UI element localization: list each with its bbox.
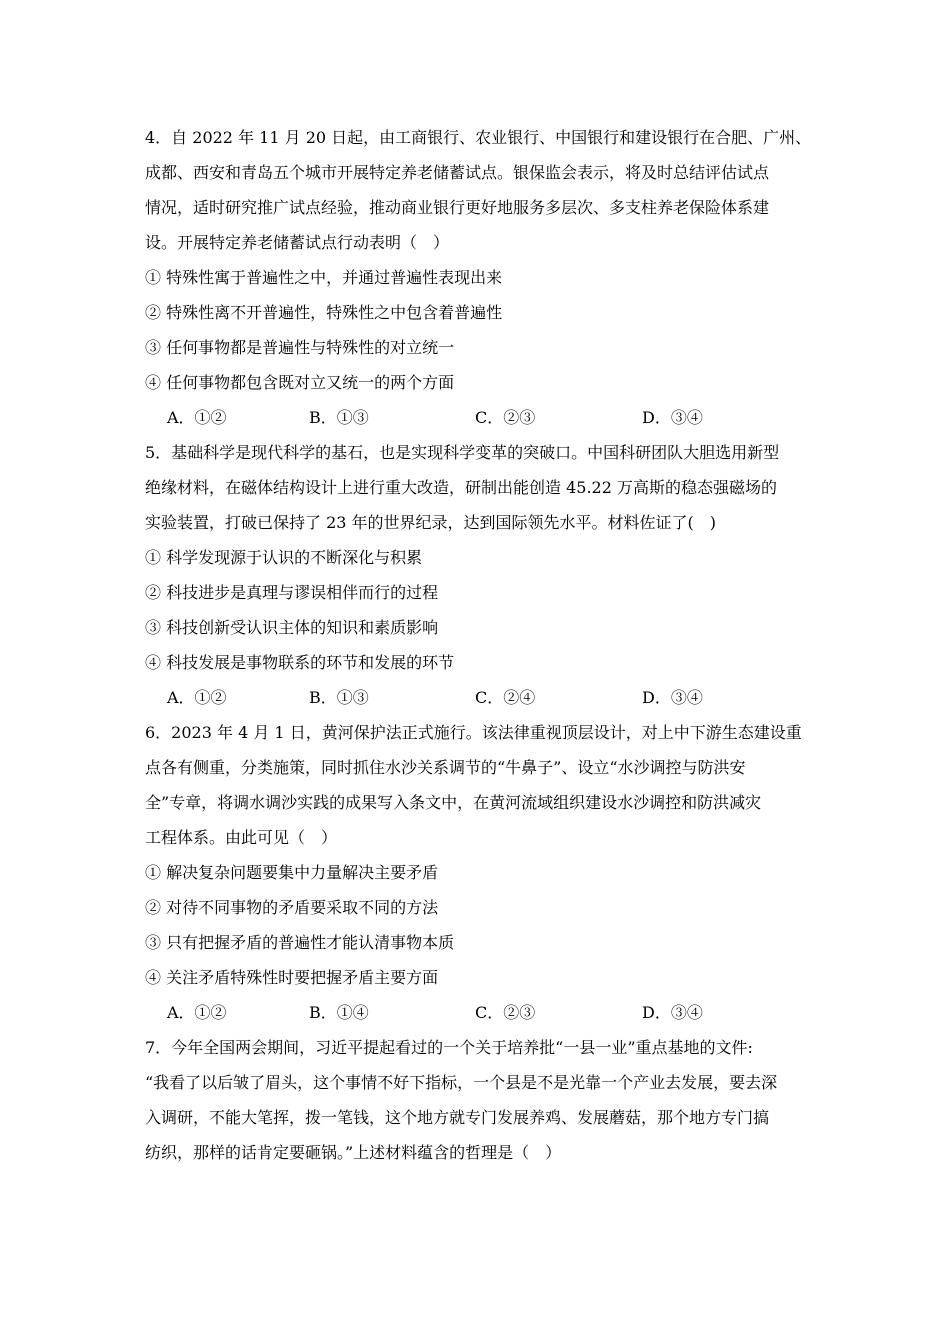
question-stem-line: 情况，适时研究推广试点经验，推动商业银行更好地服务多层次、多支柱养老保险体系建: [145, 198, 770, 217]
statement-4: ④ 科技发展是事物联系的环节和发展的环节: [145, 653, 455, 672]
option-c[interactable]: C．②③: [475, 1003, 536, 1022]
question-4: [145, 120, 810, 435]
statement-2: ② 科技进步是真理与谬误相伴而行的过程: [145, 583, 439, 602]
exam-page: [145, 120, 810, 1170]
answer-options: [145, 995, 810, 1030]
question-stem-line: 成都、西安和青岛五个城市开展特定养老储蓄试点。银保监会表示，将及时总结评估试点: [145, 163, 770, 182]
option-d[interactable]: D．③④: [642, 1003, 703, 1022]
statement-3: ③ 任何事物都是普遍性与特殊性的对立统一: [145, 338, 455, 357]
statement-4: ④ 关注矛盾特殊性时要把握矛盾主要方面: [145, 968, 439, 987]
statement-3: ③ 科技创新受认识主体的知识和素质影响: [145, 618, 439, 637]
answer-options: [145, 680, 810, 715]
option-a[interactable]: A．①②: [167, 688, 227, 707]
option-d[interactable]: D．③④: [642, 408, 703, 427]
answer-options: [145, 400, 810, 435]
question-stem-line: 点各有侧重，分类施策，同时抓住水沙关系调节的“牛鼻子”、设立“水沙调控与防洪安: [145, 758, 746, 777]
question-5: [145, 435, 810, 715]
question-stem-line: “我看了以后皱了眉头，这个事情不好下指标，一个县是不是光靠一个产业去发展，要去深: [145, 1073, 778, 1092]
question-stem-line: 实验装置，打破已保持了 23 年的世界纪录，达到国际领先水平。材料佐证了( ): [145, 513, 717, 532]
statement-1: ① 解决复杂问题要集中力量解决主要矛盾: [145, 863, 439, 882]
statement-2: ② 对待不同事物的矛盾要采取不同的方法: [145, 898, 439, 917]
statement-1: ① 科学发现源于认识的不断深化与积累: [145, 548, 423, 567]
question-stem-line: 6．2023 年 4 月 1 日，黄河保护法正式施行。该法律重视顶层设计，对上中下游生态建设重: [145, 723, 802, 742]
statement-3: ③ 只有把握矛盾的普遍性才能认清事物本质: [145, 933, 455, 952]
question-7: [145, 1030, 810, 1170]
option-b[interactable]: B．①④: [309, 1003, 369, 1022]
option-d[interactable]: D．③④: [642, 688, 703, 707]
question-6: [145, 715, 810, 1030]
statement-4: ④ 任何事物都包含既对立又统一的两个方面: [145, 373, 455, 392]
question-stem-line: 全”专章，将调水调沙实践的成果写入条文中，在黄河流域组织建设水沙调控和防洪减灾: [145, 793, 762, 812]
question-stem-line: 5．基础科学是现代科学的基石，也是实现科学变革的突破口。中国科研团队大胆选用新型: [145, 443, 780, 462]
question-stem-line: 设。开展特定养老储蓄试点行动表明（ ）: [145, 233, 450, 252]
statement-1: ① 特殊性寓于普遍性之中，并通过普遍性表现出来: [145, 268, 503, 287]
statement-2: ② 特殊性离不开普遍性，特殊性之中包含着普遍性: [145, 303, 503, 322]
option-a[interactable]: A．①②: [167, 408, 227, 427]
question-stem-line: 入调研，不能大笔挥，拨一笔钱，这个地方就专门发展养鸡、发展蘑菇，那个地方专门搞: [145, 1108, 770, 1127]
option-a[interactable]: A．①②: [167, 1003, 227, 1022]
question-stem-line: 工程体系。由此可见（ ）: [145, 828, 338, 847]
option-c[interactable]: C．②④: [475, 688, 536, 707]
question-stem-line: 绝缘材料，在磁体结构设计上进行重大改造，研制出能创造 45.22 万高斯的稳态强磁场的: [145, 478, 777, 497]
option-b[interactable]: B．①③: [309, 408, 369, 427]
question-stem-line: 4．自 2022 年 11 月 20 日起，由工商银行、农业银行、中国银行和建设银行在合肥、广州、: [145, 128, 812, 147]
question-stem-line: 纺织，那样的话肯定要砸锅。”上述材料蕴含的哲理是（ ）: [145, 1143, 562, 1162]
option-c[interactable]: C．②③: [475, 408, 536, 427]
question-stem-line: 7．今年全国两会期间，习近平提起看过的一个关于培养批“一县一业”重点基地的文件:: [145, 1038, 753, 1057]
option-b[interactable]: B．①③: [309, 688, 369, 707]
